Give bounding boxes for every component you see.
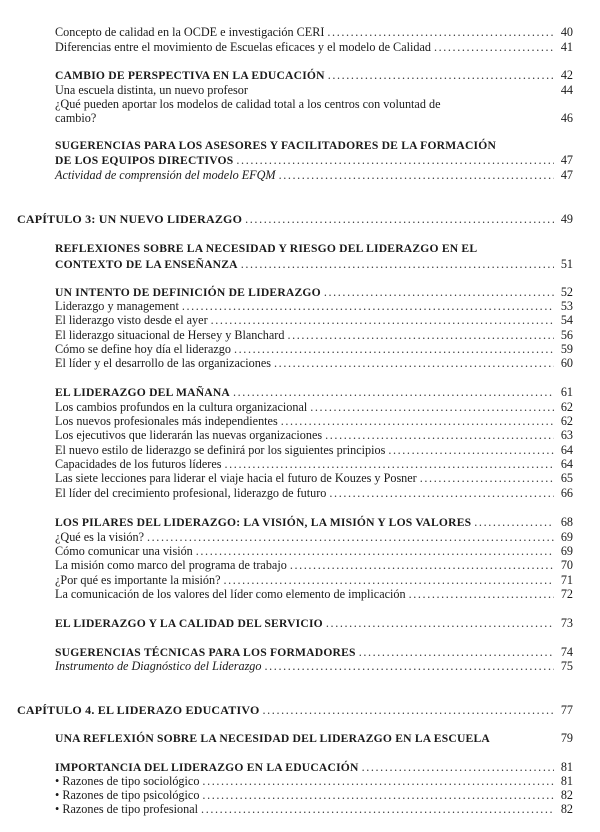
- page-number: 47: [560, 168, 573, 182]
- dot-leader: [234, 342, 554, 356]
- entry-title: Liderazgo y management: [55, 299, 179, 313]
- dot-leader: [329, 486, 554, 500]
- toc-entry: [55, 471, 573, 485]
- page-number: 53: [560, 299, 573, 313]
- toc-entry: [55, 414, 573, 428]
- dot-leader: [182, 299, 554, 313]
- dot-leader: [233, 385, 554, 399]
- entry-title: Diferencias entre el movimiento de Escuelas eficaces y el modelo de Calidad: [55, 40, 431, 54]
- page-number: 75: [560, 659, 573, 673]
- page-number: 52: [560, 285, 573, 299]
- page-number: 70: [560, 558, 573, 572]
- entry-title: Cómo se define hoy día el liderazgo: [55, 342, 231, 356]
- toc-entry: [55, 573, 573, 587]
- dot-leader: [324, 285, 554, 299]
- page-number: 63: [560, 428, 573, 442]
- toc-section: [55, 153, 573, 168]
- page-number: 49: [560, 212, 573, 226]
- page-number: 82: [560, 788, 573, 802]
- dot-leader: [287, 328, 554, 342]
- toc-entry: [55, 544, 573, 558]
- toc-entry: [55, 83, 573, 97]
- entry-title-line1: ¿Qué pueden aportar los modelos de calidad total a los centros con voluntad de: [55, 97, 441, 111]
- dot-leader: [245, 212, 554, 226]
- page-number: 54: [560, 313, 573, 327]
- page-number: 73: [560, 616, 573, 630]
- section-title: IMPORTANCIA DEL LIDERAZGO EN LA EDUCACIÓN: [55, 761, 359, 774]
- page-number: 40: [560, 25, 573, 39]
- toc-section: [55, 731, 573, 746]
- section-title: UNA REFLEXIÓN SOBRE LA NECESIDAD DEL LIDERAZGO EN LA ESCUELA: [55, 732, 490, 745]
- section-title: UN INTENTO DE DEFINICIÓN DE LIDERAZGO: [55, 286, 321, 299]
- toc-section: [55, 385, 573, 400]
- page-number: 46: [560, 111, 573, 125]
- page-number: 61: [560, 385, 573, 399]
- dot-leader: [326, 616, 554, 630]
- page-number: 64: [560, 443, 573, 457]
- section-title-line1: SUGERENCIAS PARA LOS ASESORES Y FACILITADORES DE LA FORMACIÓN: [55, 139, 497, 152]
- toc-chapter: [17, 703, 573, 717]
- dot-leader: [265, 659, 555, 673]
- toc-section: [55, 616, 573, 631]
- toc-entry: [55, 428, 573, 442]
- entry-title: ¿Qué es la visión?: [55, 530, 145, 544]
- page-number: 62: [560, 414, 573, 428]
- dot-leader: [236, 153, 554, 167]
- page-number: 81: [560, 760, 573, 774]
- toc-entry: [55, 558, 573, 572]
- entry-title: Capacidades de los futuros líderes: [55, 457, 222, 471]
- dot-leader: [409, 587, 554, 601]
- dot-leader: [279, 168, 554, 182]
- entry-title: Instrumento de Diagnóstico del Liderazgo: [55, 659, 262, 673]
- toc-entry: [55, 111, 573, 125]
- dot-leader: [196, 544, 554, 558]
- page-number: 51: [560, 257, 573, 271]
- dot-leader: [201, 802, 554, 816]
- entry-title: El liderazgo visto desde el ayer: [55, 313, 208, 327]
- page-number: 41: [560, 40, 573, 54]
- entry-title: Los cambios profundos en la cultura organizacional: [55, 400, 308, 414]
- section-title: EL LIDERAZGO Y LA CALIDAD DEL SERVICIO: [55, 617, 323, 630]
- page-number: 64: [560, 457, 573, 471]
- dot-leader: [211, 313, 554, 327]
- toc-entry: [55, 168, 573, 182]
- dot-leader: [434, 40, 554, 54]
- dot-leader: [202, 774, 554, 788]
- toc-entry: [55, 486, 573, 500]
- toc-entry: [55, 400, 573, 414]
- entry-title-line2: cambio?: [55, 111, 97, 125]
- toc-entry: [55, 457, 573, 471]
- entry-title: Cómo comunicar una visión: [55, 544, 193, 558]
- toc-entry: [55, 313, 573, 327]
- dot-leader: [263, 703, 554, 717]
- entry-title: • Razones de tipo sociológico: [55, 774, 199, 788]
- entry-title: • Razones de tipo psicológico: [55, 788, 199, 802]
- page-number: 68: [560, 515, 573, 529]
- toc-entry: [55, 530, 573, 544]
- toc-chapter: [17, 212, 573, 226]
- page-number: 81: [560, 774, 573, 788]
- dot-leader: [281, 414, 554, 428]
- section-title-line2: CONTEXTO DE LA ENSEÑANZA: [55, 258, 238, 271]
- page-number: 59: [560, 342, 573, 356]
- section-title: SUGERENCIAS TÉCNICAS PARA LOS FORMADORES: [55, 646, 356, 659]
- page-number: 79: [560, 731, 573, 745]
- entry-title: La misión como marco del programa de trabajo: [55, 558, 287, 572]
- dot-leader: [225, 457, 554, 471]
- page-number: 82: [560, 802, 573, 816]
- page-number: 42: [560, 68, 573, 82]
- toc-section: [55, 645, 573, 660]
- chapter-title: CAPÍTULO 4. EL LIDERAZO EDUCATIVO: [17, 703, 260, 717]
- toc-section: [55, 515, 573, 530]
- dot-leader: [310, 400, 554, 414]
- toc-entry: [55, 356, 573, 370]
- entry-title: ¿Por qué es importante la misión?: [55, 573, 221, 587]
- page-number: 56: [560, 328, 573, 342]
- entry-title: • Razones de tipo profesional: [55, 802, 198, 816]
- toc-section: [55, 257, 573, 272]
- toc-entry: [55, 802, 573, 816]
- page-number: 60: [560, 356, 573, 370]
- dot-leader: [420, 471, 554, 485]
- toc-entry: [55, 659, 573, 673]
- toc-section: [55, 760, 573, 775]
- entry-title: El nuevo estilo de liderazgo se definirá por los siguientes principios: [55, 443, 386, 457]
- toc-entry: [55, 774, 573, 788]
- entry-title: Las siete lecciones para liderar el viaje hacia el futuro de Kouzes y Posner: [55, 471, 417, 485]
- dot-leader: [325, 428, 554, 442]
- page-number: 44: [560, 83, 573, 97]
- entry-title: Concepto de calidad en la OCDE e investigación CERI: [55, 25, 325, 39]
- dot-leader: [362, 760, 554, 774]
- dot-leader: [359, 645, 554, 659]
- section-title: LOS PILARES DEL LIDERAZGO: LA VISIÓN, LA MISIÓN Y LOS VALORES: [55, 516, 472, 529]
- dot-leader: [147, 530, 554, 544]
- toc-entry: [55, 342, 573, 356]
- dot-leader: [388, 443, 554, 457]
- toc-entry: [55, 25, 573, 39]
- toc-entry: [55, 587, 573, 601]
- toc-entry: [55, 40, 573, 54]
- dot-leader: [328, 68, 554, 82]
- section-title-line1: REFLEXIONES SOBRE LA NECESIDAD Y RIESGO DEL LIDERAZGO EN EL: [55, 242, 478, 255]
- entry-title: La comunicación de los valores del líder como elemento de implicación: [55, 587, 406, 601]
- section-title-line2: DE LOS EQUIPOS DIRECTIVOS: [55, 154, 234, 167]
- dot-leader: [290, 558, 554, 572]
- page-number: 62: [560, 400, 573, 414]
- entry-title: Los ejecutivos que liderarán las nuevas organizaciones: [55, 428, 323, 442]
- toc-entry: [55, 443, 573, 457]
- entry-title: Los nuevos profesionales más independientes: [55, 414, 278, 428]
- toc-entry: [55, 299, 573, 313]
- page-number: 69: [560, 530, 573, 544]
- entry-title: El líder y el desarrollo de las organizaciones: [55, 356, 272, 370]
- entry-title: Actividad de comprensión del modelo EFQM: [55, 168, 276, 182]
- dot-leader: [274, 356, 554, 370]
- dot-leader: [241, 257, 554, 271]
- section-title: EL LIDERAZGO DEL MAÑANA: [55, 386, 230, 399]
- page-number: 65: [560, 471, 573, 485]
- page-number: 66: [560, 486, 573, 500]
- page-number: 77: [560, 703, 573, 717]
- chapter-title: CAPÍTULO 3: UN NUEVO LIDERAZGO: [17, 212, 243, 226]
- dot-leader: [327, 25, 554, 39]
- entry-title: El liderazgo situacional de Hersey y Blanchard: [55, 328, 285, 342]
- dot-leader: [474, 515, 554, 529]
- dot-leader: [202, 788, 554, 802]
- entry-title: Una escuela distinta, un nuevo profesor: [55, 83, 248, 97]
- toc-section: [55, 285, 573, 300]
- page-number: 71: [560, 573, 573, 587]
- toc-entry: [55, 328, 573, 342]
- toc-section: [55, 68, 573, 83]
- page-number: 72: [560, 587, 573, 601]
- page-number: 69: [560, 544, 573, 558]
- page-number: 74: [560, 645, 573, 659]
- entry-title: El líder del crecimiento profesional, liderazgo de futuro: [55, 486, 327, 500]
- toc-entry: [55, 788, 573, 802]
- dot-leader: [224, 573, 554, 587]
- page-number: 47: [560, 153, 573, 167]
- section-title: CAMBIO DE PERSPECTIVA EN LA EDUCACIÓN: [55, 69, 325, 82]
